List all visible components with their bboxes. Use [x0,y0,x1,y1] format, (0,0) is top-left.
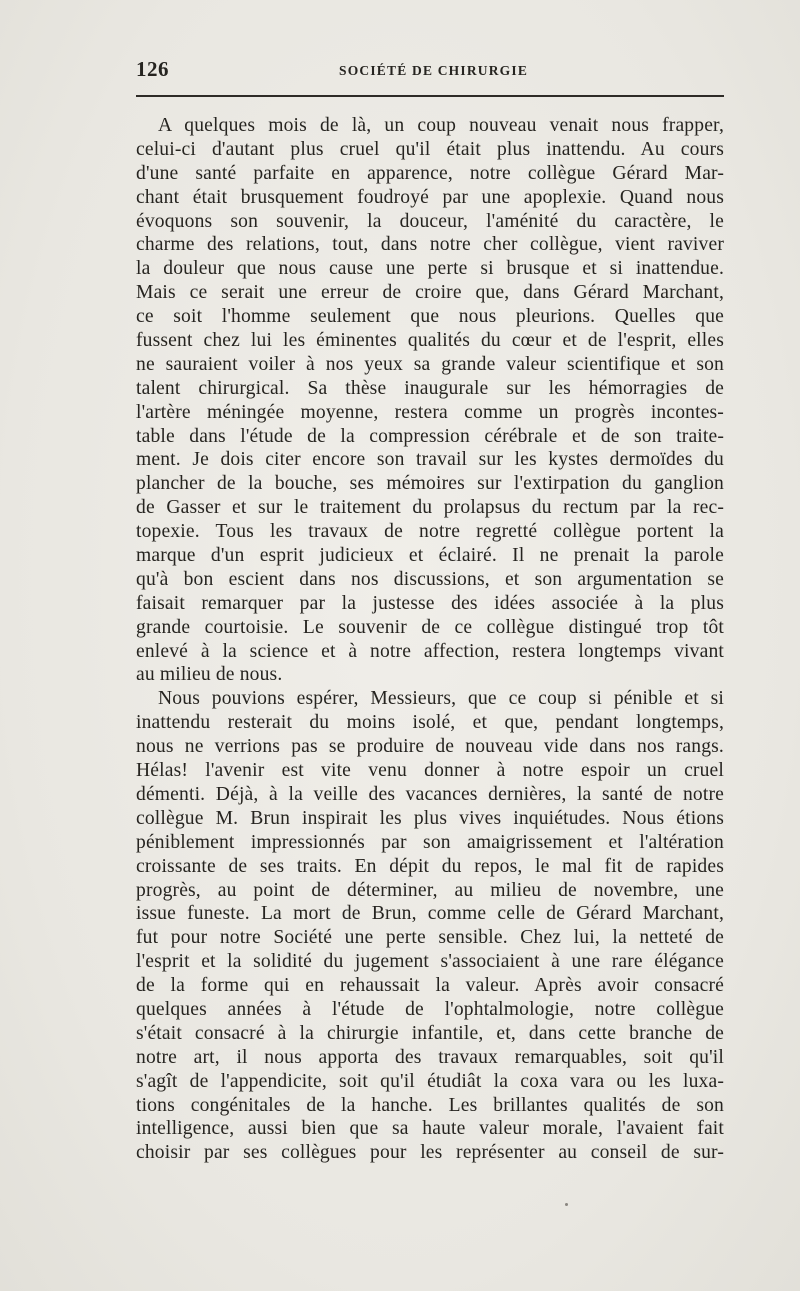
text-line: l'esprit et la solidité du jugement s'associaient à une rare élégance [136,951,724,973]
text-line: quelques années à l'étude de l'ophtalmologie, notre collègue [136,998,724,1020]
text-line: notre art, il nous apporta des travaux remarquables, soit qu'il [136,1046,724,1068]
header-rule [136,95,724,97]
paragraph-1 [136,114,724,687]
text-line: l'artère méningée moyenne, restera comme un progrès incontes- [136,401,724,423]
text-line: A quelques mois de là, un coup nouveau venait nous frapper, [158,115,724,136]
text-line: de la forme qui en rehaussait la valeur. Après avoir consacré [136,975,724,997]
paper-speck [565,1203,568,1206]
text-line: charme des relations, tout, dans notre cher collègue, vient raviver [136,234,724,256]
text-line: la douleur que nous cause une perte si brusque et si inattendue. [136,258,724,280]
text-line: démenti. Déjà, à la veille des vacances dernières, la santé de notre [136,783,724,805]
text-line: topexie. Tous les travaux de notre regretté collègue portent la [136,521,724,543]
text-line: s'agît de l'appendicite, soit qu'il étudiât la coxa vara ou les luxa- [136,1070,724,1092]
text-line: enlevé à la science et à notre affection, restera longtemps vivant [136,640,724,662]
body-text [136,114,724,1165]
running-head: SOCIÉTÉ DE CHIRURGIE [339,63,529,78]
text-line: évoquons son souvenir, la douceur, l'aménité du caractère, le [136,210,724,232]
page-header [136,57,724,83]
text-line: issue funeste. La mort de Brun, comme celle de Gérard Marchant, [136,903,724,925]
paragraph-2 [136,687,724,1165]
text-line: chant était brusquement foudroyé par une apoplexie. Quand nous [136,186,724,208]
text-line: plancher de la bouche, ses mémoires sur l'extirpation du ganglion [136,473,724,495]
text-line: Mais ce serait une erreur de croire que, dans Gérard Marchant, [136,282,724,304]
text-line: s'était consacré à la chirurgie infantile, et, dans cette branche de [136,1022,724,1044]
text-line: marque d'un esprit judicieux et éclairé. Il ne prenait la parole [136,545,724,567]
text-line: progrès, au point de déterminer, au milieu de novembre, une [136,879,724,901]
text-line: fussent chez lui les éminentes qualités du cœur et de l'esprit, elles [136,330,724,352]
text-line: nous ne verrions pas se produire de nouveau vide dans nos rangs. [136,736,724,758]
text-line: au milieu de nous. [136,664,283,686]
text-line: talent chirurgical. Sa thèse inaugurale sur les hémorragies de [136,377,724,399]
text-line: table dans l'étude de la compression cérébrale et de son traite- [136,425,724,447]
text-line: ce soit l'homme seulement que nous pleurions. Quelles que [136,306,724,328]
text-line: qu'à bon escient dans nos discussions, et son argumentation se [136,568,724,590]
text-line: grande courtoisie. Le souvenir de ce collègue distingué trop tôt [136,616,724,638]
text-line: ment. Je dois citer encore son travail sur les kystes dermoïdes du [136,449,724,471]
text-line: Nous pouvions espérer, Messieurs, que ce coup si pénible et si [158,688,724,710]
text-line: croissante de ses traits. En dépit du repos, le mal fit de rapides [136,855,724,877]
text-line: de Gasser et sur le traitement du prolapsus du rectum par la rec- [136,497,724,519]
text-line: intelligence, aussi bien que sa haute valeur morale, l'avaient fait [136,1118,724,1140]
text-line: faisait remarquer par la justesse des idées associée à la plus [136,592,724,614]
page-number: 126 [136,57,169,81]
text-line: inattendu resterait du moins isolé, et que, pendant longtemps, [136,712,724,734]
text-line: celui-ci d'autant plus cruel qu'il était plus inattendu. Au cours [136,138,724,160]
text-line: collègue M. Brun inspirait les plus vives inquiétudes. Nous étions [136,807,724,829]
text-line: péniblement impressionnés par son amaigrissement et l'altération [136,831,724,853]
text-line: fut pour notre Société une perte sensible. Chez lui, la netteté de [136,927,724,949]
text-line: ne sauraient voiler à nos yeux sa grande valeur scientifique et son [136,353,724,375]
text-line: choisir par ses collègues pour les représenter au conseil de sur- [136,1142,724,1164]
text-line: Hélas! l'avenir est vite venu donner à notre espoir un cruel [136,760,724,782]
text-line: tions congénitales de la hanche. Les brillantes qualités de son [136,1094,724,1116]
text-line: d'une santé parfaite en apparence, notre collègue Gérard Mar- [136,162,724,184]
